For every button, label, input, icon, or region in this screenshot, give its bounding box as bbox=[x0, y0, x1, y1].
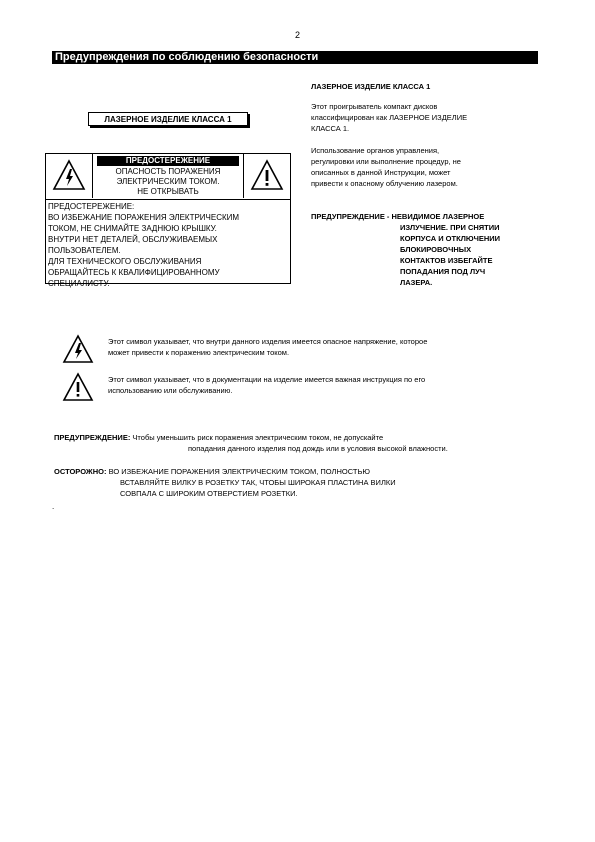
caution-subtitle-line: НЕ ОТКРЫВАТЬ bbox=[137, 187, 199, 196]
paragraph-line: описанных в данной Инструкции, может bbox=[311, 168, 451, 177]
description-line: Этот символ указывает, что в документации на изделие имеется важная инструкция по его bbox=[108, 375, 426, 384]
caution-text: ВСТАВЛЯЙТЕ ВИЛКУ В РОЗЕТКУ ТАК, ЧТОБЫ ШИРОКАЯ ПЛАСТИНА ВИЛКИ bbox=[120, 478, 396, 487]
exclamation-warning-icon bbox=[250, 159, 284, 191]
page-number: 2 bbox=[294, 30, 300, 40]
caution-text: СОВПАЛА С ШИРОКИМ ОТВЕРСТИЕМ РОЗЕТКИ. bbox=[120, 489, 298, 498]
caution-label-box bbox=[45, 153, 291, 288]
rain-warning-first-line bbox=[54, 432, 544, 443]
caution-body-line: ТОКОМ, НЕ СНИМАЙТЕ ЗАДНЮЮ КРЫШКУ. bbox=[48, 224, 217, 233]
warning-line: КОРПУСА И ОТКЛЮЧЕНИИ bbox=[400, 234, 501, 243]
caution-subtitle-line: ОПАСНОСТЬ ПОРАЖЕНИЯ bbox=[115, 167, 221, 176]
paragraph-line: КЛАССА 1. bbox=[311, 124, 350, 133]
warning-label: ПРЕДУПРЕЖДЕНИЕ: bbox=[54, 433, 131, 442]
symbol-explanation-exclamation bbox=[62, 372, 542, 404]
caution-subtitle bbox=[93, 167, 243, 197]
caution-header: ПРЕДОСТЕРЕЖЕНИЕ bbox=[97, 156, 239, 166]
symbol-description bbox=[108, 374, 538, 396]
warning-line: ИЗЛУЧЕНИЕ. ПРИ СНЯТИИ bbox=[400, 223, 500, 232]
laser-class-label: ЛАЗЕРНОЕ ИЗДЕЛИЕ КЛАССА 1 bbox=[88, 112, 248, 126]
caution-label-left-cell bbox=[46, 154, 93, 198]
laser-class-paragraph bbox=[311, 101, 539, 134]
description-line: может привести к поражению электрическим током. bbox=[108, 348, 290, 357]
laser-product-heading: ЛАЗЕРНОЕ ИЗДЕЛИЕ КЛАССА 1 bbox=[311, 82, 431, 91]
invisible-laser-warning bbox=[311, 211, 539, 288]
caution-body bbox=[46, 200, 290, 290]
paragraph-line: Этот проигрыватель компакт дисков bbox=[311, 102, 438, 111]
warning-line: ЛАЗЕРА. bbox=[400, 278, 433, 287]
description-line: Этот символ указывает, что внутри данного изделия имеется опасное напряжение, которое bbox=[108, 337, 428, 346]
warning-line: ПОПАДАНИЯ ПОД ЛУЧ bbox=[400, 267, 486, 276]
exclamation-warning-icon bbox=[62, 372, 94, 402]
symbol-description bbox=[108, 336, 538, 358]
caution-body-line: ОБРАЩАЙТЕСЬ К КВАЛИФИЦИРОВАННОМУ bbox=[48, 268, 220, 277]
paragraph-line: классифицирован как ЛАЗЕРНОЕ ИЗДЕЛИЕ bbox=[311, 113, 468, 122]
caution-label-header-row bbox=[46, 154, 290, 200]
rain-warning bbox=[54, 432, 544, 454]
warning-text: Чтобы уменьшить риск поражения электрическим током, не допускайте bbox=[132, 433, 384, 442]
lightning-warning-icon bbox=[52, 159, 86, 191]
paragraph-line: регулировки или выполнение процедур, не bbox=[311, 157, 461, 166]
caution-body-line: ВНУТРИ НЕТ ДЕТАЛЕЙ, ОБСЛУЖИВАЕМЫХ bbox=[48, 235, 218, 244]
caution-label-right-cell bbox=[243, 154, 290, 198]
caution-label: ОСТОРОЖНО: bbox=[54, 467, 107, 476]
paragraph-line: привести к опасному облучению лазером. bbox=[311, 179, 458, 188]
warning-continuation bbox=[311, 222, 539, 288]
caution-body-line: ВО ИЗБЕЖАНИЕ ПОРАЖЕНИЯ ЭЛЕКТРИЧЕСКИМ bbox=[48, 213, 240, 222]
plug-caution-first-line bbox=[54, 466, 544, 477]
warning-line: КОНТАКТОВ ИЗБЕГАЙТЕ bbox=[400, 256, 493, 265]
lightning-warning-icon bbox=[62, 334, 94, 364]
warning-text: попадания данного изделия под дождь или в условия высокой влажности. bbox=[188, 444, 448, 453]
warning-line: БЛОКИРОВОЧНЫХ bbox=[400, 245, 472, 254]
caution-text: ВО ИЗБЕЖАНИЕ ПОРАЖЕНИЯ ЭЛЕКТРИЧЕСКИМ ТОКОМ, ПОЛНОСТЬЮ bbox=[108, 467, 370, 476]
paragraph-line: Использование органов управления, bbox=[311, 146, 440, 155]
page-title: Предупреждения по соблюдению безопасности bbox=[52, 51, 538, 64]
caution-body-line: ПОЛЬЗОВАТЕЛЕМ. bbox=[48, 246, 121, 255]
plug-caution bbox=[54, 466, 544, 499]
caution-body-line: СПЕЦИАЛИСТУ. bbox=[48, 279, 110, 288]
controls-paragraph bbox=[311, 145, 539, 189]
description-line: использованию или обслуживанию. bbox=[108, 386, 233, 395]
symbol-explanation-lightning bbox=[62, 334, 542, 366]
caution-subtitle-line: ЭЛЕКТРИЧЕСКИМ ТОКОМ. bbox=[116, 177, 220, 186]
warning-lead-line: ПРЕДУПРЕЖДЕНИЕ - НЕВИДИМОЕ ЛАЗЕРНОЕ bbox=[311, 212, 485, 221]
trailing-dot: . bbox=[52, 502, 55, 511]
caution-body-line: ПРЕДОСТЕРЕЖЕНИЕ: bbox=[48, 202, 135, 211]
caution-body-line: ДЛЯ ТЕХНИЧЕСКОГО ОБСЛУЖИВАНИЯ bbox=[48, 257, 202, 266]
